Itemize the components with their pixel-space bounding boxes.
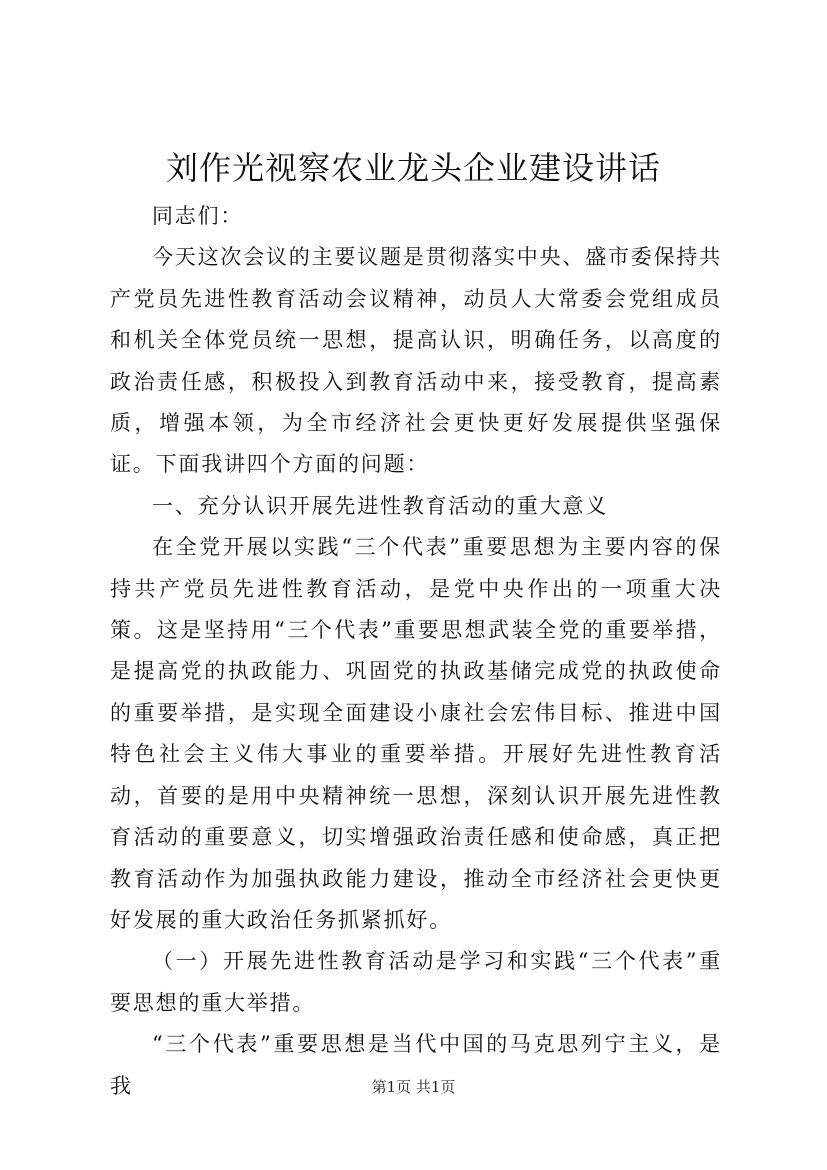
- section-1-paragraph: 在全党开展以实践“三个代表”重要思想为主要内容的保持共产党员先进性教育活动，是党中央作出的一项重大决策。这是坚持用“三个代表”重要思想武装全党的重要举措，是提高党的执政能力、巩固党的执政基储完成党的执政使命的重要举措，是实现全面建设小康社会宏伟目标、推进中国特色社会主义伟大事业的重要举措。开展好先进性教育活动，首要的是用中央精神统一思想，深刻认识开展先进性教育活动的重要意义，切实增强政治责任感和使命感，真正把教育活动作为加强执政能力建设，推动全市经济社会更快更好发展的重大政治任务抓紧抓好。: [110, 535, 722, 932]
- subsection-1-paragraph: “三个代表”重要思想是当代中国的马克思列宁主义，是我: [110, 1032, 722, 1098]
- document-body: [110, 196, 722, 1107]
- page-footer: 第1页 共1页: [371, 1078, 456, 1096]
- section-heading-1: 一、充分认识开展先进性教育活动的重大意义: [152, 493, 608, 518]
- document-title: 刘作光视察农业龙头企业建设讲话: [165, 149, 661, 187]
- intro-paragraph: 今天这次会议的主要议题是贯彻落实中央、盛市委保持共产党员先进性教育活动会议精神，动员人大常委会党组成员和机关全体党员统一思想，提高认识，明确任务，以高度的政治责任感，积极投入到教育活动中来，接受教育，提高素质，增强本领，为全市经济社会更快更好发展提供坚强保证。下面我讲四个方面的问题：: [110, 245, 722, 477]
- salutation-paragraph: 同志们：: [152, 204, 244, 228]
- subsection-heading-1: （一）开展先进性教育活动是学习和实践“三个代表”重要思想的重大举措。: [110, 949, 722, 1015]
